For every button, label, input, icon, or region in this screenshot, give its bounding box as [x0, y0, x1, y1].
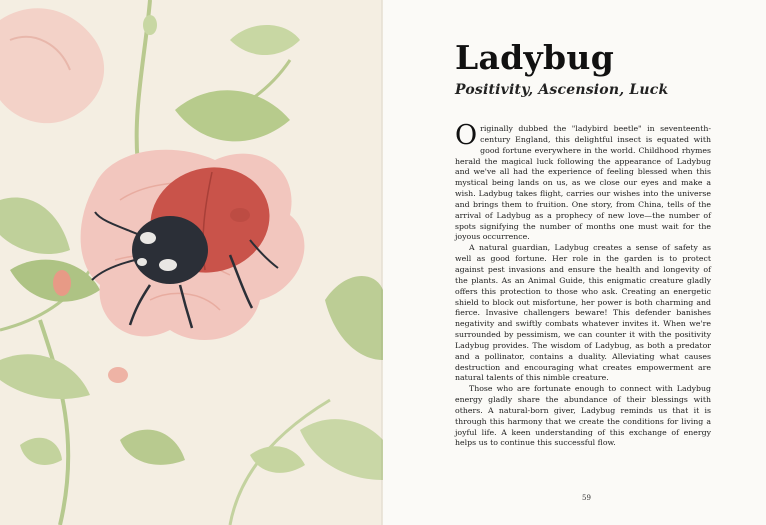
- body-text: [455, 120, 711, 449]
- paragraph-1-text: riginally dubbed the "ladybird beetle" in seventeenth-century England, this delightful insect is equated with good fortune everywhere in the world. Childhood rhymes herald the magical luck following the appearance of Ladybug and we've all had the experience of feeling blessed when this mystical being lands on us, as we close our eyes and make a wish. Ladybug takes flight, carries our wishes into the universe and brings them to fruition. One story, from China, tells of the arrival of Ladybug as a prophecy of new love—the number of spots signifying the number of months one must wait for the joyous occurrence.: [455, 124, 711, 242]
- paragraph-1: [455, 120, 711, 243]
- page-number: 59: [582, 494, 591, 502]
- drop-cap: O: [455, 120, 478, 151]
- paragraph-2: A natural guardian, Ladybug creates a sense of safety as well as good fortune. Her role in the garden is to protect against pest invasions and ensure the health and longevity of the plants. As an Animal Guide, this enigmatic creature gladly offers this protection to those who ask. Creating an energetic shield to block out misfortune, her power is both charming and fierce. Invasive challengers beware! This defender banishes negativity and swiftly combats whatever invites it. When we're surrounded by pessimism, we can counter it with the positivity Ladybug provides. The wisdom of Ladybug, as both a predator and a pollinator, contains a duality. Alleviating what causes destruction and encouraging what creates empowerment are natural talents of this nimble creature.: [455, 243, 711, 383]
- page-subtitle: Positivity, Ascension, Luck: [455, 82, 669, 98]
- paragraph-3: Those who are fortunate enough to connect with Ladybug energy gladly share the abundance of their blessings with others. A natural-born giver, Ladybug reminds us that it is through this harmony that we create the conditions for living a joyful life. A keen understanding of this exchange of energy helps us to continue this successful flow.: [455, 384, 711, 448]
- page-title: Ladybug: [455, 38, 615, 77]
- text-page: [383, 0, 766, 525]
